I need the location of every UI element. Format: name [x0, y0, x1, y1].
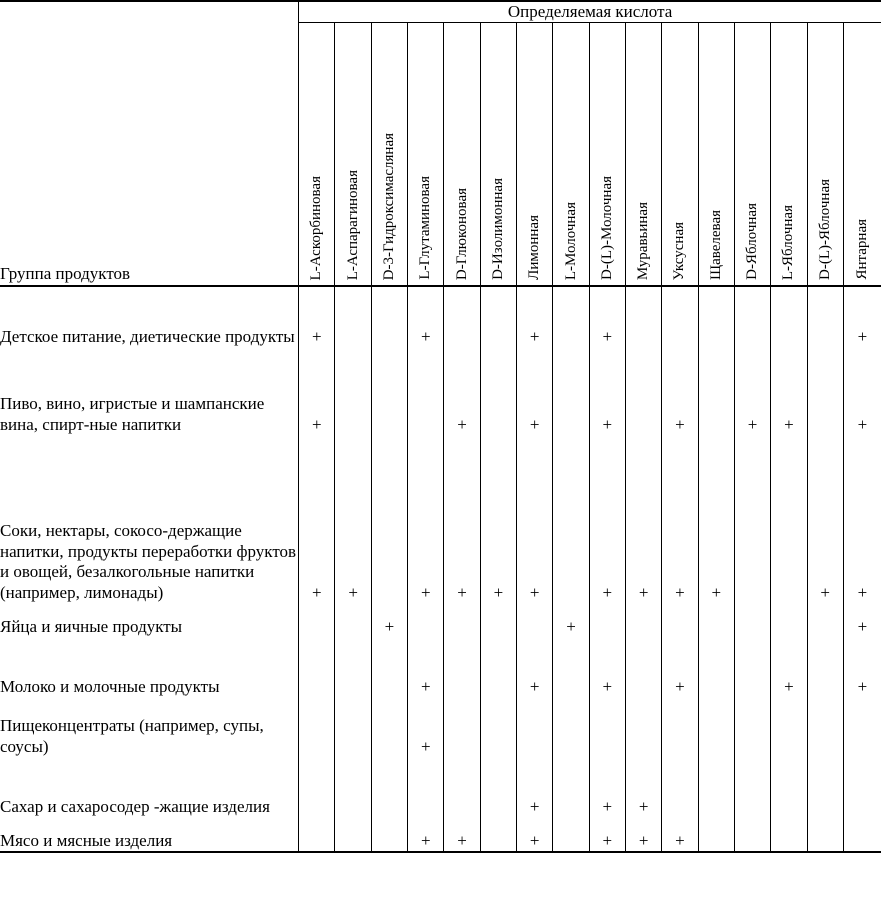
cell-r5-c4	[444, 697, 480, 757]
cell-r3-c13	[771, 603, 807, 637]
cell-r4-c13: +	[771, 637, 807, 697]
cell-r4-c4	[444, 637, 480, 697]
cell-r1-c6: +	[517, 347, 553, 435]
cell-r2-c12	[734, 435, 770, 603]
cell-r5-c12	[734, 697, 770, 757]
cell-r0-c4	[444, 286, 480, 347]
cell-r5-c10	[662, 697, 698, 757]
cell-r4-c11	[698, 637, 734, 697]
cell-r6-c2	[371, 757, 407, 817]
cell-r1-c2	[371, 347, 407, 435]
column-header-d-malic: D-Яблочная	[734, 23, 770, 287]
header-corner-blank	[0, 1, 299, 23]
column-header-d-3-hydroxybutyric: D-3-Гидроксимасляная	[371, 23, 407, 287]
cell-r2-c15: +	[857, 583, 868, 602]
cell-r2-c1: +	[335, 435, 371, 603]
cell-r7-c2	[371, 817, 407, 852]
cell-r1-c8: +	[589, 347, 625, 435]
cell-r3-c4	[444, 603, 480, 637]
cell-r6-c12	[734, 757, 770, 817]
cell-r4-c2	[371, 637, 407, 697]
cell-r2-c7	[553, 435, 589, 603]
cell-r1-c7	[553, 347, 589, 435]
cell-r5-c3: +	[408, 697, 444, 757]
cell-r1-c4: +	[444, 347, 480, 435]
cell-r5-c7	[553, 697, 589, 757]
cell-r7-c0	[299, 817, 335, 852]
column-header-acetic: Уксусная	[662, 23, 698, 287]
cell-r5-c2	[371, 697, 407, 757]
cell-r1-c9	[625, 347, 661, 435]
cell-r6-c6: +	[517, 757, 553, 817]
column-header-succinic: Янтарная	[843, 23, 881, 287]
cell-r0-c14	[807, 286, 843, 347]
cell-r7-c9: +	[625, 817, 661, 852]
cell-r6-c0	[299, 757, 335, 817]
cell-r7-c3: +	[408, 817, 444, 852]
cell-r7-c12	[734, 817, 770, 852]
cell-r6-c8: +	[589, 757, 625, 817]
cell-r5-c14	[807, 697, 843, 757]
cell-r3-c1	[335, 603, 371, 637]
cell-r4-c3: +	[408, 637, 444, 697]
cell-r1-c13: +	[771, 347, 807, 435]
cell-r7-c4: +	[444, 817, 480, 852]
cell-r1-c1	[335, 347, 371, 435]
cell-r6-c13	[771, 757, 807, 817]
column-header-d-gluconic: D-Глюконовая	[444, 23, 480, 287]
cell-r0-c1	[335, 286, 371, 347]
table-header-columns-row	[0, 23, 881, 287]
table-row	[0, 603, 881, 637]
cell-r3-c5	[480, 603, 516, 637]
cell-r7-c1	[335, 817, 371, 852]
cell-r1-c15: +	[857, 415, 868, 434]
cell-r2-c4: +	[444, 435, 480, 603]
column-header-l-malic: L-Яблочная	[771, 23, 807, 287]
cell-r0-c9	[625, 286, 661, 347]
column-header-dl-malic: D-(L)-Яблочная	[807, 23, 843, 287]
cell-r0-c6: +	[517, 286, 553, 347]
cell-r6-c15	[843, 757, 881, 817]
cell-r3-c3	[408, 603, 444, 637]
cell-r0-c0: +	[299, 286, 335, 347]
cell-r2-c13	[771, 435, 807, 603]
table-header-group-row	[0, 1, 881, 23]
cell-r5-c15	[843, 697, 881, 757]
cell-r4-c1	[335, 637, 371, 697]
cell-r7-c5	[480, 817, 516, 852]
cell-r5-c0	[299, 697, 335, 757]
cell-r5-c1	[335, 697, 371, 757]
table-row	[0, 697, 881, 757]
cell-r0-c12	[734, 286, 770, 347]
cell-r1-c3	[408, 347, 444, 435]
cell-r2-c10: +	[662, 435, 698, 603]
cell-r2-c3: +	[408, 435, 444, 603]
cell-r4-c14	[807, 637, 843, 697]
cell-r7-c7	[553, 817, 589, 852]
table-row	[0, 286, 881, 347]
cell-r5-c13	[771, 697, 807, 757]
cell-r0-c10	[662, 286, 698, 347]
row-label-milk: Молоко и молочные продукты	[0, 637, 299, 697]
column-header-l-lactic: L-Молочная	[553, 23, 589, 287]
column-header-citric: Лимонная	[517, 23, 553, 287]
cell-r3-c12	[734, 603, 770, 637]
row-label-sugar: Сахар и сахаросодер -жащие изделия	[0, 757, 299, 817]
cell-r4-c15: +	[857, 677, 868, 696]
cell-r5-c9	[625, 697, 661, 757]
cell-r3-c10	[662, 603, 698, 637]
column-header-dl-lactic: D-(L)-Молочная	[589, 23, 625, 287]
cell-r3-c6	[517, 603, 553, 637]
cell-r0-c11	[698, 286, 734, 347]
cell-r7-c11	[698, 817, 734, 852]
cell-r6-c9: +	[625, 757, 661, 817]
cell-r1-c12: +	[734, 347, 770, 435]
cell-r2-c6: +	[517, 435, 553, 603]
cell-r3-c8	[589, 603, 625, 637]
cell-r1-c0: +	[299, 347, 335, 435]
cell-r3-c9	[625, 603, 661, 637]
cell-r0-c3: +	[408, 286, 444, 347]
table-row	[0, 435, 881, 603]
cell-r3-c14	[807, 603, 843, 637]
cell-r4-c0	[299, 637, 335, 697]
row-label-food-concentrates: Пищеконцентраты (например, супы, соусы)	[0, 697, 299, 757]
row-group-header: Группа продуктов	[0, 23, 299, 287]
row-label-eggs: Яйца и яичные продукты	[0, 603, 299, 637]
column-header-oxalic: Щавелевая	[698, 23, 734, 287]
cell-r2-c8: +	[589, 435, 625, 603]
cell-r6-c7	[553, 757, 589, 817]
cell-r4-c6: +	[517, 637, 553, 697]
cell-r7-c6: +	[517, 817, 553, 852]
cell-r3-c11	[698, 603, 734, 637]
cell-r7-c14	[807, 817, 843, 852]
cell-r3-c15: +	[857, 617, 868, 636]
cell-r5-c6	[517, 697, 553, 757]
cell-r6-c10	[662, 757, 698, 817]
cell-r6-c14	[807, 757, 843, 817]
row-label-baby-food: Детское питание, диетические продукты	[0, 286, 299, 347]
cell-r2-c11: +	[698, 435, 734, 603]
cell-r6-c11	[698, 757, 734, 817]
table-row	[0, 757, 881, 817]
cell-r6-c5	[480, 757, 516, 817]
cell-r4-c5	[480, 637, 516, 697]
cell-r2-c9: +	[625, 435, 661, 603]
cell-r5-c5	[480, 697, 516, 757]
cell-r0-c2	[371, 286, 407, 347]
row-label-beer-wine: Пиво, вино, игристые и шампанские вина, спирт-ные напитки	[0, 347, 299, 435]
column-header-l-aspartic: L-Аспарагиновая	[335, 23, 371, 287]
cell-r4-c8: +	[589, 637, 625, 697]
row-label-juices: Соки, нектары, сокосо-держащие напитки, продукты переработки фруктов и овощей, безалкогольные напитки (например, лимонады)	[0, 435, 299, 603]
cell-r2-c0: +	[299, 435, 335, 603]
column-header-l-ascorbic: L-Аскорбиновая	[299, 23, 335, 287]
column-group-header: Определяемая кислота	[299, 1, 881, 23]
column-header-d-isocitric: D-Изолимонная	[480, 23, 516, 287]
cell-r2-c14: +	[807, 435, 843, 603]
cell-r1-c5	[480, 347, 516, 435]
cell-r2-c5: +	[480, 435, 516, 603]
cell-r1-c14	[807, 347, 843, 435]
column-header-l-glutamic: L-Глутаминовая	[408, 23, 444, 287]
table-row	[0, 347, 881, 435]
cell-r3-c0	[299, 603, 335, 637]
cell-r4-c10: +	[662, 637, 698, 697]
cell-r4-c9	[625, 637, 661, 697]
cell-r7-c15	[843, 817, 881, 852]
cell-r0-c15: +	[857, 327, 868, 346]
cell-r1-c11	[698, 347, 734, 435]
table-row	[0, 637, 881, 697]
cell-r4-c12	[734, 637, 770, 697]
cell-r6-c4	[444, 757, 480, 817]
cell-r7-c8: +	[589, 817, 625, 852]
cell-r5-c11	[698, 697, 734, 757]
cell-r3-c2: +	[371, 603, 407, 637]
cell-r5-c8	[589, 697, 625, 757]
table-row	[0, 817, 881, 852]
cell-r2-c2	[371, 435, 407, 603]
cell-r6-c1	[335, 757, 371, 817]
cell-r1-c10: +	[662, 347, 698, 435]
cell-r4-c7	[553, 637, 589, 697]
column-header-formic: Муравьиная	[625, 23, 661, 287]
cell-r0-c5	[480, 286, 516, 347]
cell-r7-c10: +	[662, 817, 698, 852]
cell-r6-c3	[408, 757, 444, 817]
cell-r0-c7	[553, 286, 589, 347]
cell-r7-c13	[771, 817, 807, 852]
row-label-meat: Мясо и мясные изделия	[0, 817, 299, 852]
cell-r0-c8: +	[589, 286, 625, 347]
cell-r3-c7: +	[553, 603, 589, 637]
cell-r0-c13	[771, 286, 807, 347]
